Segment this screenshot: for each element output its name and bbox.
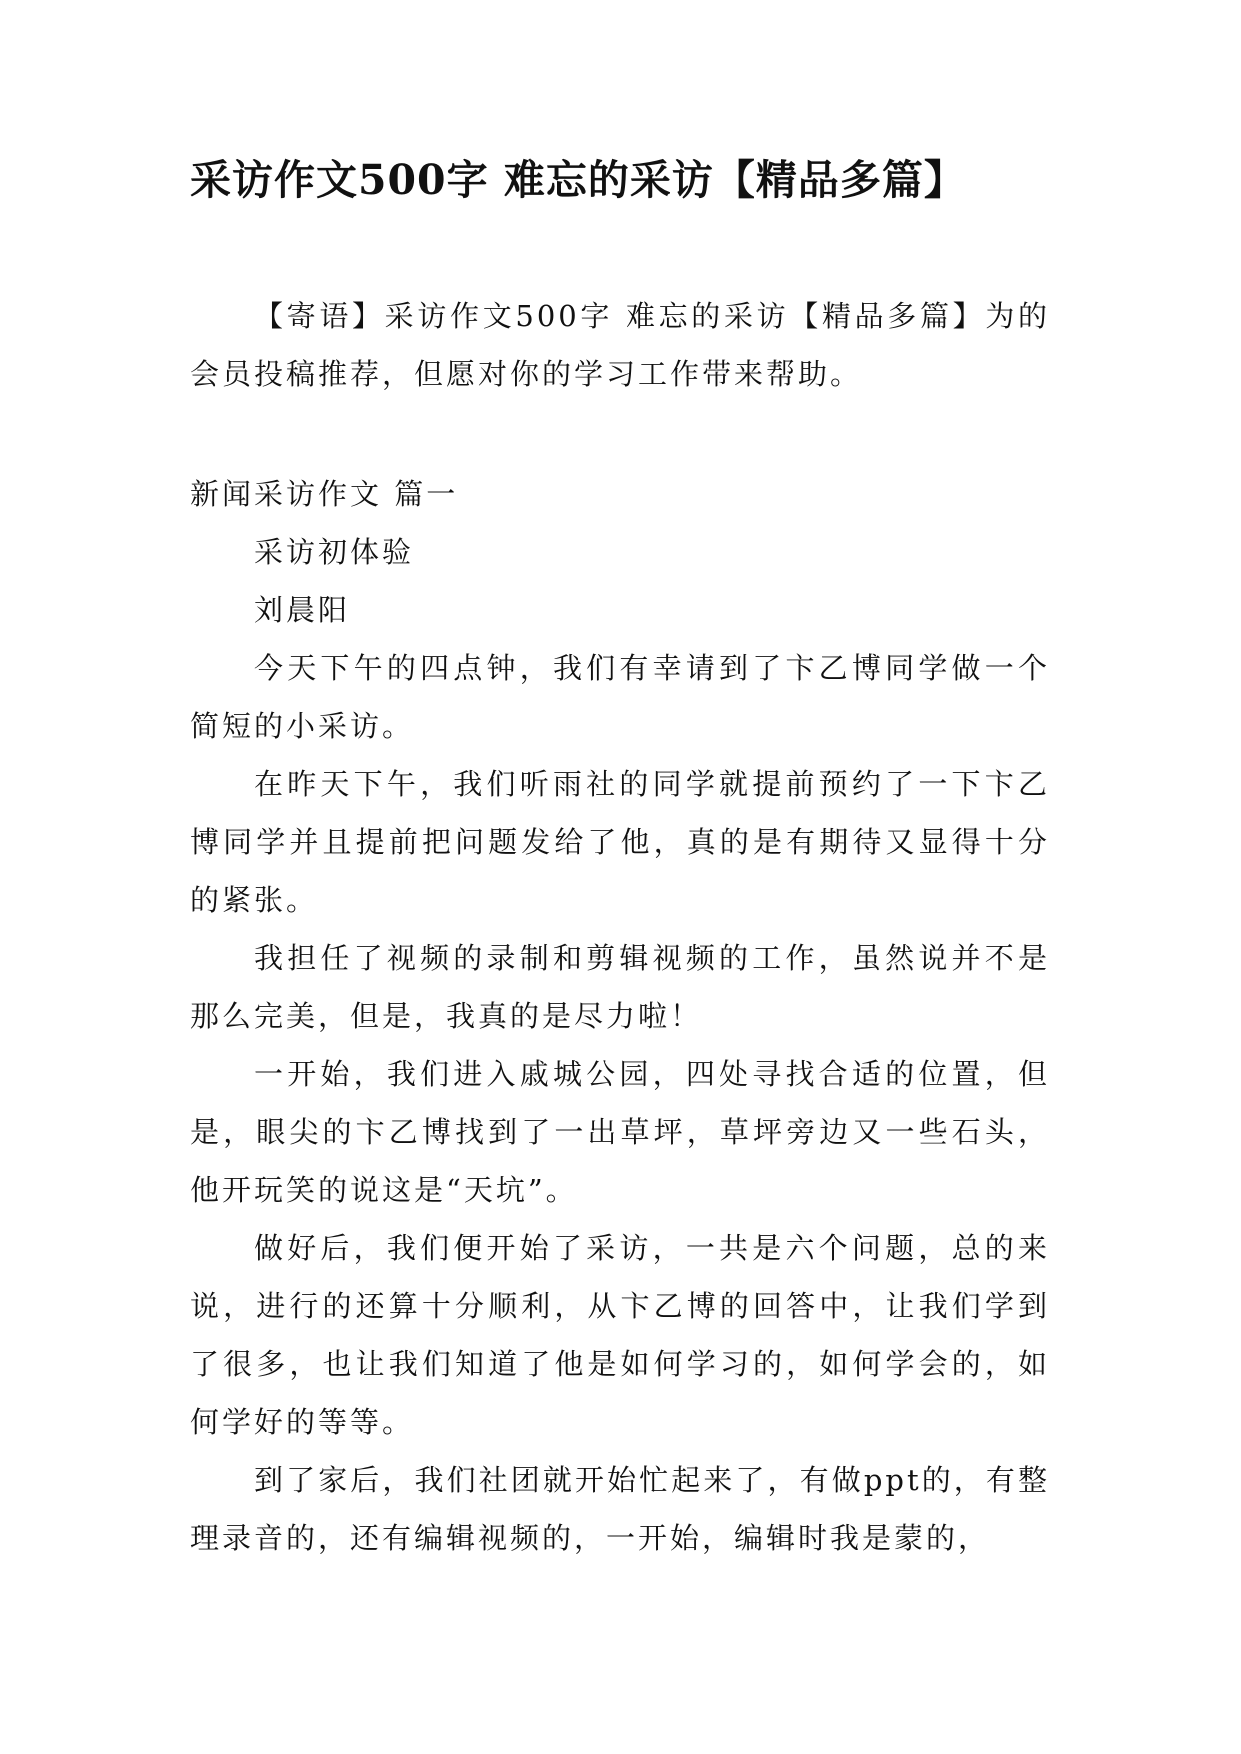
body-paragraph: 今天下午的四点钟，我们有幸请到了卞乙博同学做一个简短的小采访。 xyxy=(190,651,1050,743)
intro-paragraph: 【寄语】采访作文500字 难忘的采访【精品多篇】为的会员投稿推荐，但愿对你的学习工作带来帮助。 xyxy=(190,299,1050,391)
article-title: 采访初体验 xyxy=(254,535,415,569)
body-paragraph: 到了家后，我们社团就开始忙起来了，有做ppt的，有整理录音的，还有编辑视频的，一开始，编辑时我是蒙的， xyxy=(190,1463,1050,1555)
body-paragraph: 我担任了视频的录制和剪辑视频的工作，虽然说并不是那么完美，但是，我真的是尽力啦！ xyxy=(190,941,1050,1033)
body-paragraph: 做好后，我们便开始了采访，一共是六个问题，总的来说，进行的还算十分顺利，从卞乙博的回答中，让我们学到了很多，也让我们知道了他是如何学习的，如何学会的，如何学好的等等。 xyxy=(190,1231,1050,1439)
document-title: 采访作文500字 难忘的采访【精品多篇】 xyxy=(190,156,966,204)
section-heading: 新闻采访作文 篇一 xyxy=(190,477,459,511)
document-body xyxy=(190,287,1050,1567)
body-paragraph: 在昨天下午，我们听雨社的同学就提前预约了一下卞乙博同学并且提前把问题发给了他，真的是有期待又显得十分的紧张。 xyxy=(190,767,1050,917)
body-paragraph: 一开始，我们进入戚城公园，四处寻找合适的位置，但是，眼尖的卞乙博找到了一出草坪，草坪旁边又一些石头，他开玩笑的说这是“天坑”。 xyxy=(190,1057,1050,1207)
article-author: 刘晨阳 xyxy=(254,593,351,627)
